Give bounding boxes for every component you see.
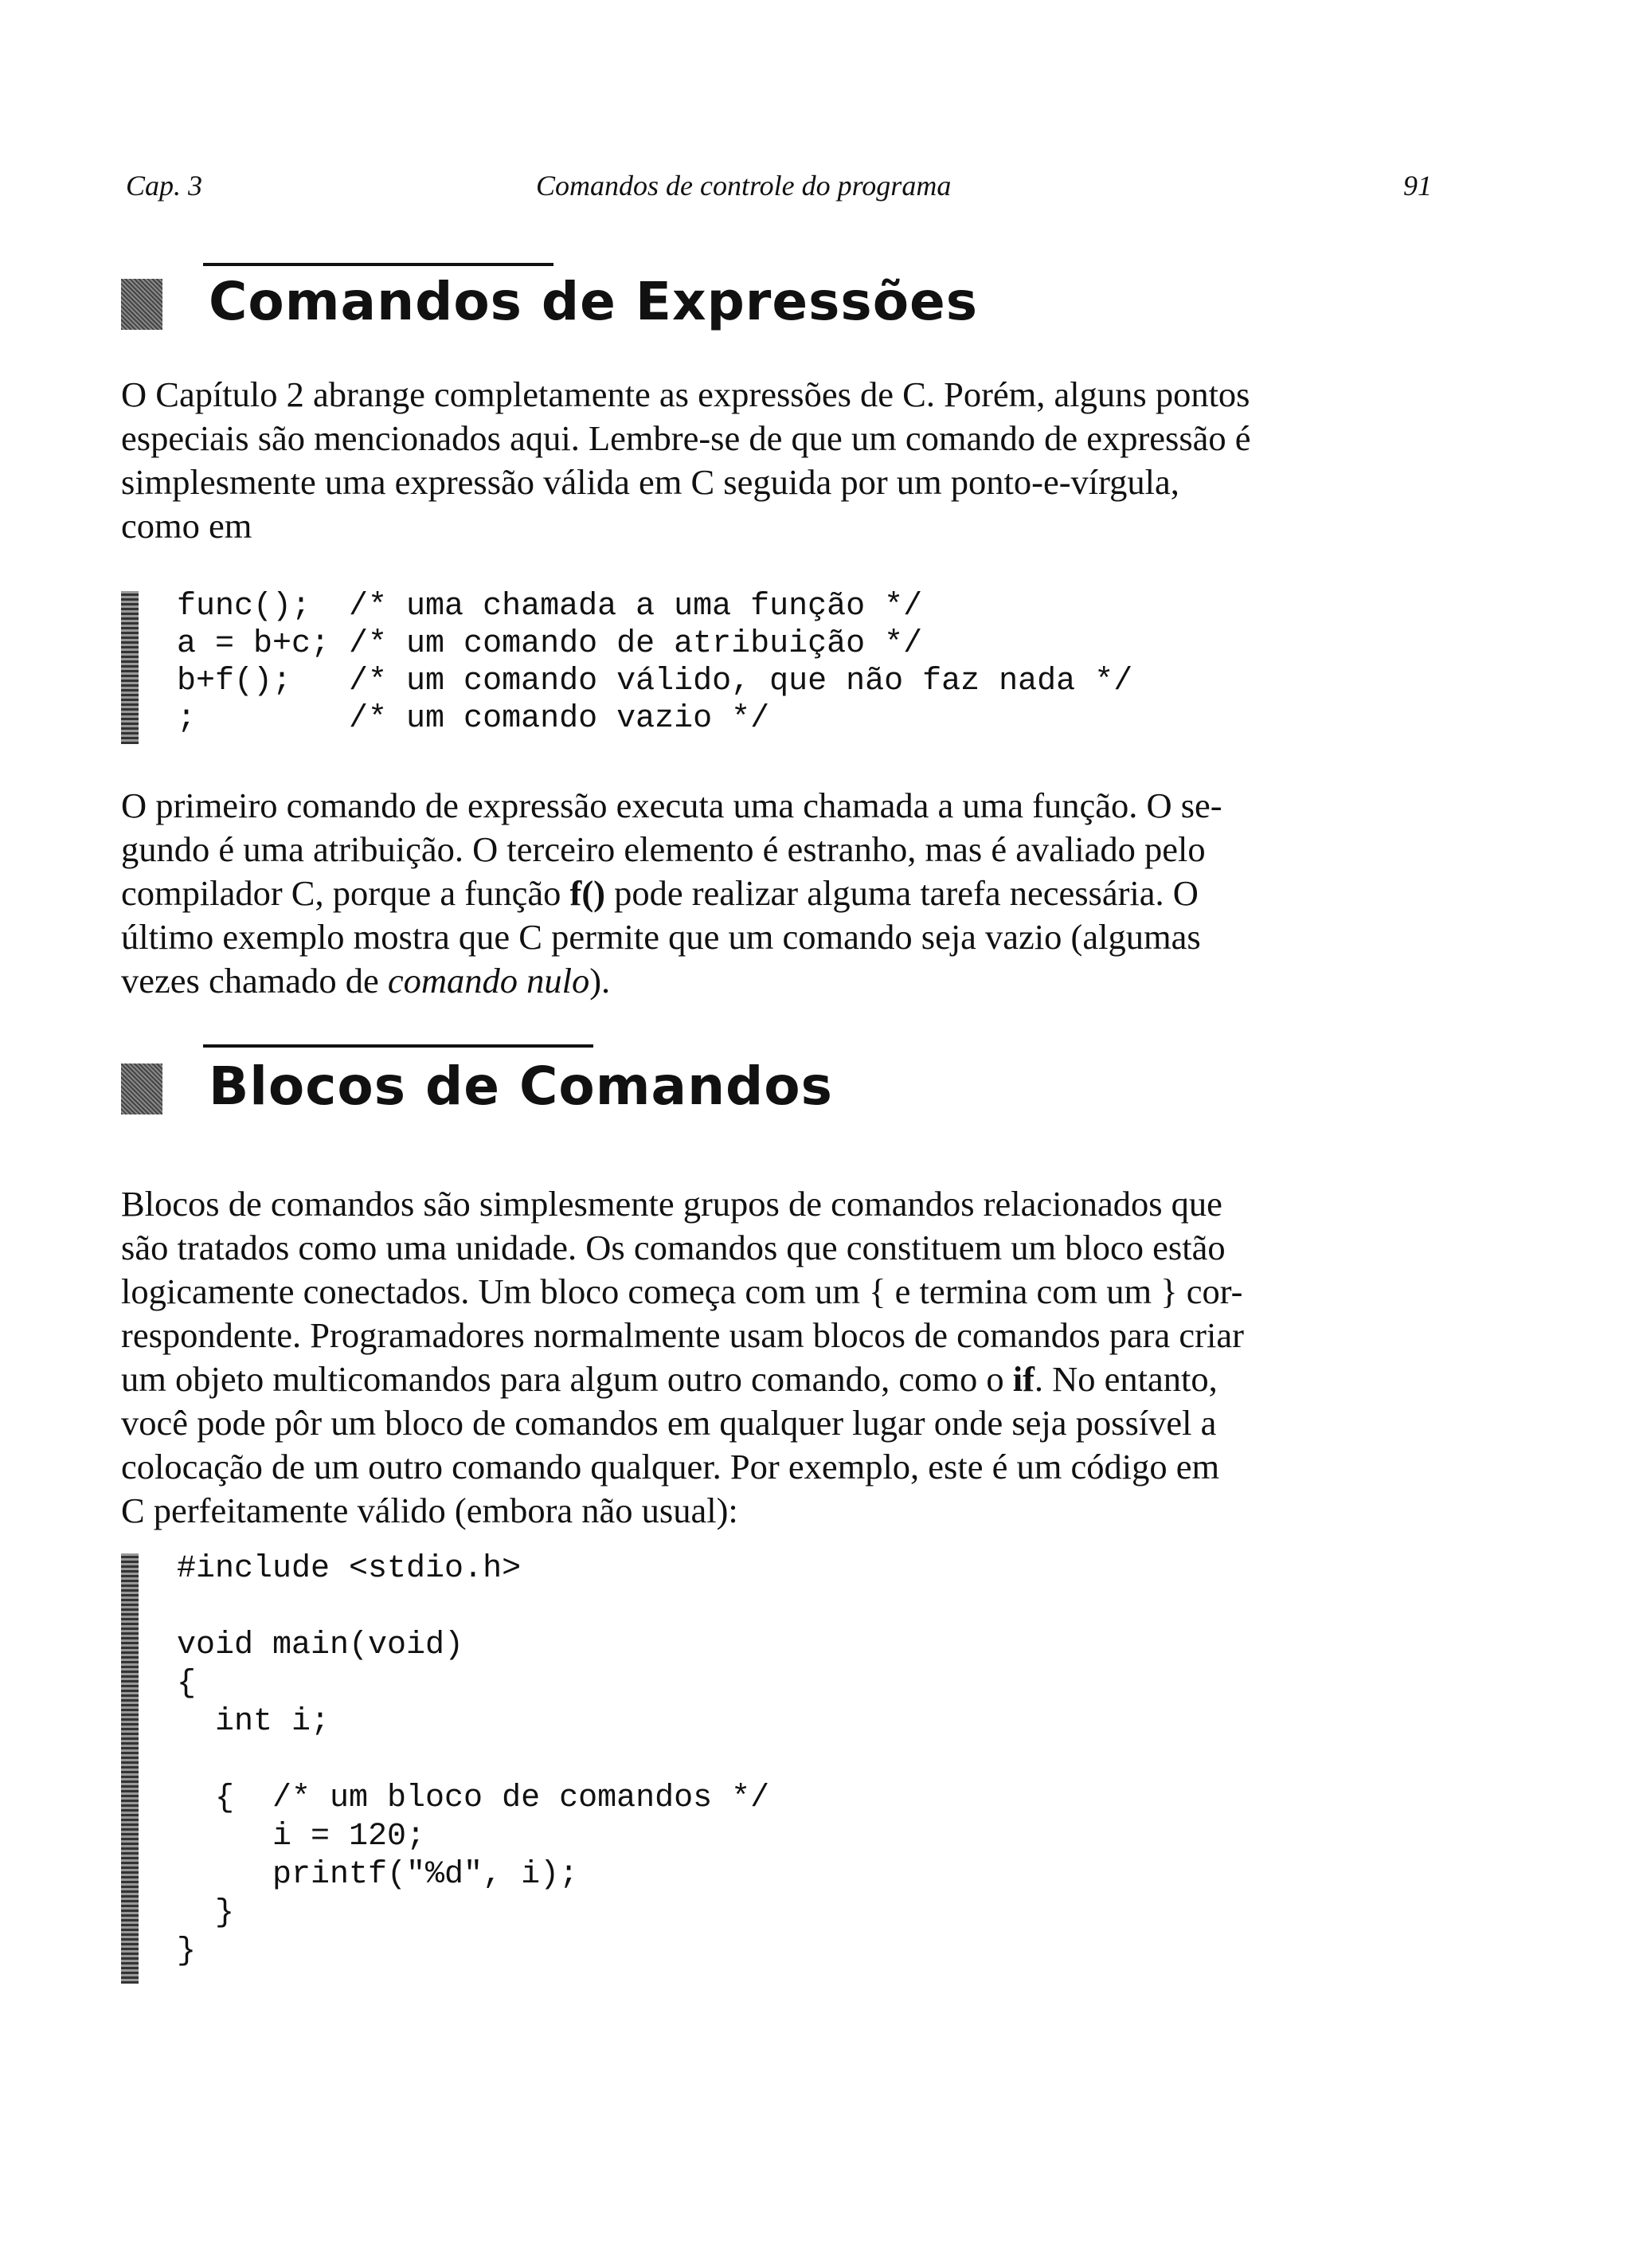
- text-line: [121, 1357, 1443, 1401]
- text-run: compilador C, porque a função: [121, 873, 570, 913]
- text-line: Blocos de comandos são simplesmente grupos de comandos relacionados que: [121, 1184, 1222, 1224]
- code-block-marker: [121, 591, 139, 744]
- text-line: são tratados como uma unidade. Os comandos que constituem um bloco estão: [121, 1228, 1226, 1267]
- code-line: void main(void): [177, 1628, 464, 1663]
- chapter-label: Cap. 3: [126, 170, 203, 202]
- code-block-marker: [121, 1553, 139, 1984]
- section-rule: [203, 1044, 593, 1048]
- code-line: {: [177, 1666, 197, 1702]
- intro-paragraph: [121, 373, 1443, 548]
- text-line: respondente. Programadores normalmente usam blocos de comandos para criar: [121, 1315, 1244, 1355]
- text-line: você pode pôr um bloco de comandos em qualquer lugar onde seja possível a: [121, 1403, 1217, 1443]
- text-line: C perfeitamente válido (embora não usual):: [121, 1490, 738, 1530]
- text-line: logicamente conectados. Um bloco começa com um { e termina com um } cor-: [121, 1271, 1243, 1311]
- text-line: último exemplo mostra que C permite que um comando seja vazio (algumas: [121, 917, 1201, 957]
- code-line: }: [177, 1933, 197, 1969]
- code-block: [177, 1550, 769, 1971]
- emphasis-term: comando nulo: [387, 961, 590, 1001]
- code-line: a = b+c; /* um comando de atribuição */: [177, 626, 923, 662]
- blocks-paragraph: [121, 1182, 1443, 1533]
- code-block: [177, 588, 1132, 738]
- inline-code-term: f(): [569, 873, 605, 913]
- section-rule: [203, 263, 553, 266]
- text-line: O primeiro comando de expressão executa uma chamada a uma função. O se-: [121, 785, 1222, 825]
- code-line: i = 120;: [177, 1819, 426, 1855]
- text-line: colocação de um outro comando qualquer. Por exemplo, este é um código em: [121, 1447, 1220, 1487]
- text-run: pode realizar alguma tarefa necessária. O: [604, 873, 1199, 913]
- keyword-term: if: [1012, 1359, 1035, 1399]
- text-line: simplesmente uma expressão válida em C seguida por um ponto-e-vírgula,: [121, 462, 1179, 502]
- text-run: ).: [589, 961, 611, 1001]
- running-title: Comandos de controle do programa: [536, 170, 952, 202]
- text-line: como em: [121, 506, 252, 546]
- section-heading: Comandos de Expressões: [209, 271, 979, 332]
- code-line: ; /* um comando vazio */: [177, 701, 770, 737]
- running-head: [126, 169, 1432, 217]
- text-run: . No entanto,: [1034, 1359, 1218, 1399]
- text-line: O Capítulo 2 abrange completamente as expressões de C. Porém, alguns pontos: [121, 374, 1250, 414]
- code-line: func(); /* uma chamada a uma função */: [177, 589, 923, 625]
- text-line: [121, 872, 1443, 915]
- text-run: vezes chamado de: [121, 961, 388, 1001]
- section-marker-icon: [121, 1063, 162, 1114]
- page-number: 91: [1403, 170, 1432, 202]
- code-line: #include <stdio.h>: [177, 1551, 522, 1587]
- section-marker-icon: [121, 279, 162, 330]
- code-line: b+f(); /* um comando válido, que não faz nada */: [177, 664, 1133, 699]
- explanation-paragraph: [121, 784, 1443, 1003]
- code-line: }: [177, 1895, 235, 1931]
- section-heading: Blocos de Comandos: [209, 1056, 833, 1117]
- code-line: { /* um bloco de comandos */: [177, 1780, 770, 1816]
- code-line: printf("%d", i);: [177, 1857, 579, 1893]
- text-run: um objeto multicomandos para algum outro comando, como o: [121, 1359, 1013, 1399]
- text-line: especiais são mencionados aqui. Lembre-se de que um comando de expressão é: [121, 418, 1251, 458]
- text-line: [121, 959, 1443, 1003]
- code-line: int i;: [177, 1704, 331, 1740]
- text-line: gundo é uma atribuição. O terceiro elemento é estranho, mas é avaliado pelo: [121, 829, 1206, 869]
